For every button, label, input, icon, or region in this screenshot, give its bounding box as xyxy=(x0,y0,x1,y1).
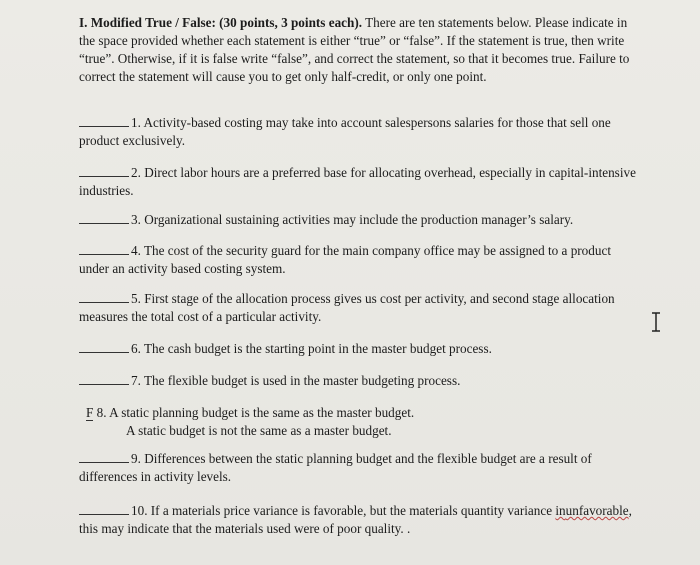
question-9 xyxy=(79,450,639,486)
question-1-text: 1. Activity-based costing may take into account salespersons salaries for those that sell one product exclusively. xyxy=(79,115,611,148)
question-6-text: 6. The cash budget is the starting point in the master budget process. xyxy=(131,341,492,356)
question-4 xyxy=(79,242,639,278)
question-8-text: 8. A static planning budget is the same as the master budget. xyxy=(93,405,415,420)
answer-blank-3[interactable] xyxy=(79,211,129,224)
answer-blank-1[interactable] xyxy=(79,114,129,127)
question-5 xyxy=(79,290,639,326)
question-8 xyxy=(86,404,646,422)
question-4-text: 4. The cost of the security guard for the main company office may be assigned to a product under an activity based costing system. xyxy=(79,243,611,276)
answer-blank-5[interactable] xyxy=(79,290,129,303)
instructions-text: There are ten statements below. Please indicate in the space provided whether each statement is either “true” or “false”. If the statement is true, then write “true”. Otherwise, if it is false write “false”, and correct the statement, so that it becomes true. Failure to correct the statement will cause you to get only half-credit, or only one point. xyxy=(79,15,630,84)
answer-blank-7[interactable] xyxy=(79,372,129,385)
question-10-text-a: 10. If a materials price variance is favorable, but the materials quantity variance xyxy=(131,503,556,518)
question-7 xyxy=(79,372,639,390)
question-2-text: 2. Direct labor hours are a preferred base for allocating overhead, especially in capital-intensive industries. xyxy=(79,165,636,198)
question-3-text: 3. Organizational sustaining activities may include the production manager’s salary. xyxy=(131,212,574,227)
section-heading: I. Modified True / False: (30 points, 3 points each). xyxy=(79,15,363,30)
question-7-text: 7. The flexible budget is used in the master budgeting process. xyxy=(131,373,461,388)
question-1 xyxy=(79,114,639,150)
question-10-text-b: in xyxy=(555,503,566,518)
question-9-text: 9. Differences between the static planning budget and the flexible budget are a result of differences in activity levels. xyxy=(79,451,592,484)
question-10-text-d: , this may indicate that the materials used were of poor quality. . xyxy=(79,503,632,536)
instructions xyxy=(79,14,639,86)
answer-8[interactable]: F xyxy=(86,405,94,420)
answer-blank-9[interactable] xyxy=(79,450,129,463)
answer-blank-2[interactable] xyxy=(79,164,129,177)
question-3 xyxy=(79,211,639,229)
question-10 xyxy=(79,502,639,538)
question-5-text: 5. First stage of the allocation process gives us cost per activity, and second stage allocation measures the total cost of a particular activity. xyxy=(79,291,615,324)
question-10-text-c: unfavorable xyxy=(565,503,629,518)
question-6 xyxy=(79,340,639,358)
text-cursor-icon xyxy=(649,312,663,332)
answer-blank-4[interactable] xyxy=(79,242,129,255)
answer-blank-10[interactable] xyxy=(79,502,129,515)
question-8-correction: A static budget is not the same as a master budget. xyxy=(126,423,392,438)
question-2 xyxy=(79,164,639,200)
answer-blank-6[interactable] xyxy=(79,340,129,353)
